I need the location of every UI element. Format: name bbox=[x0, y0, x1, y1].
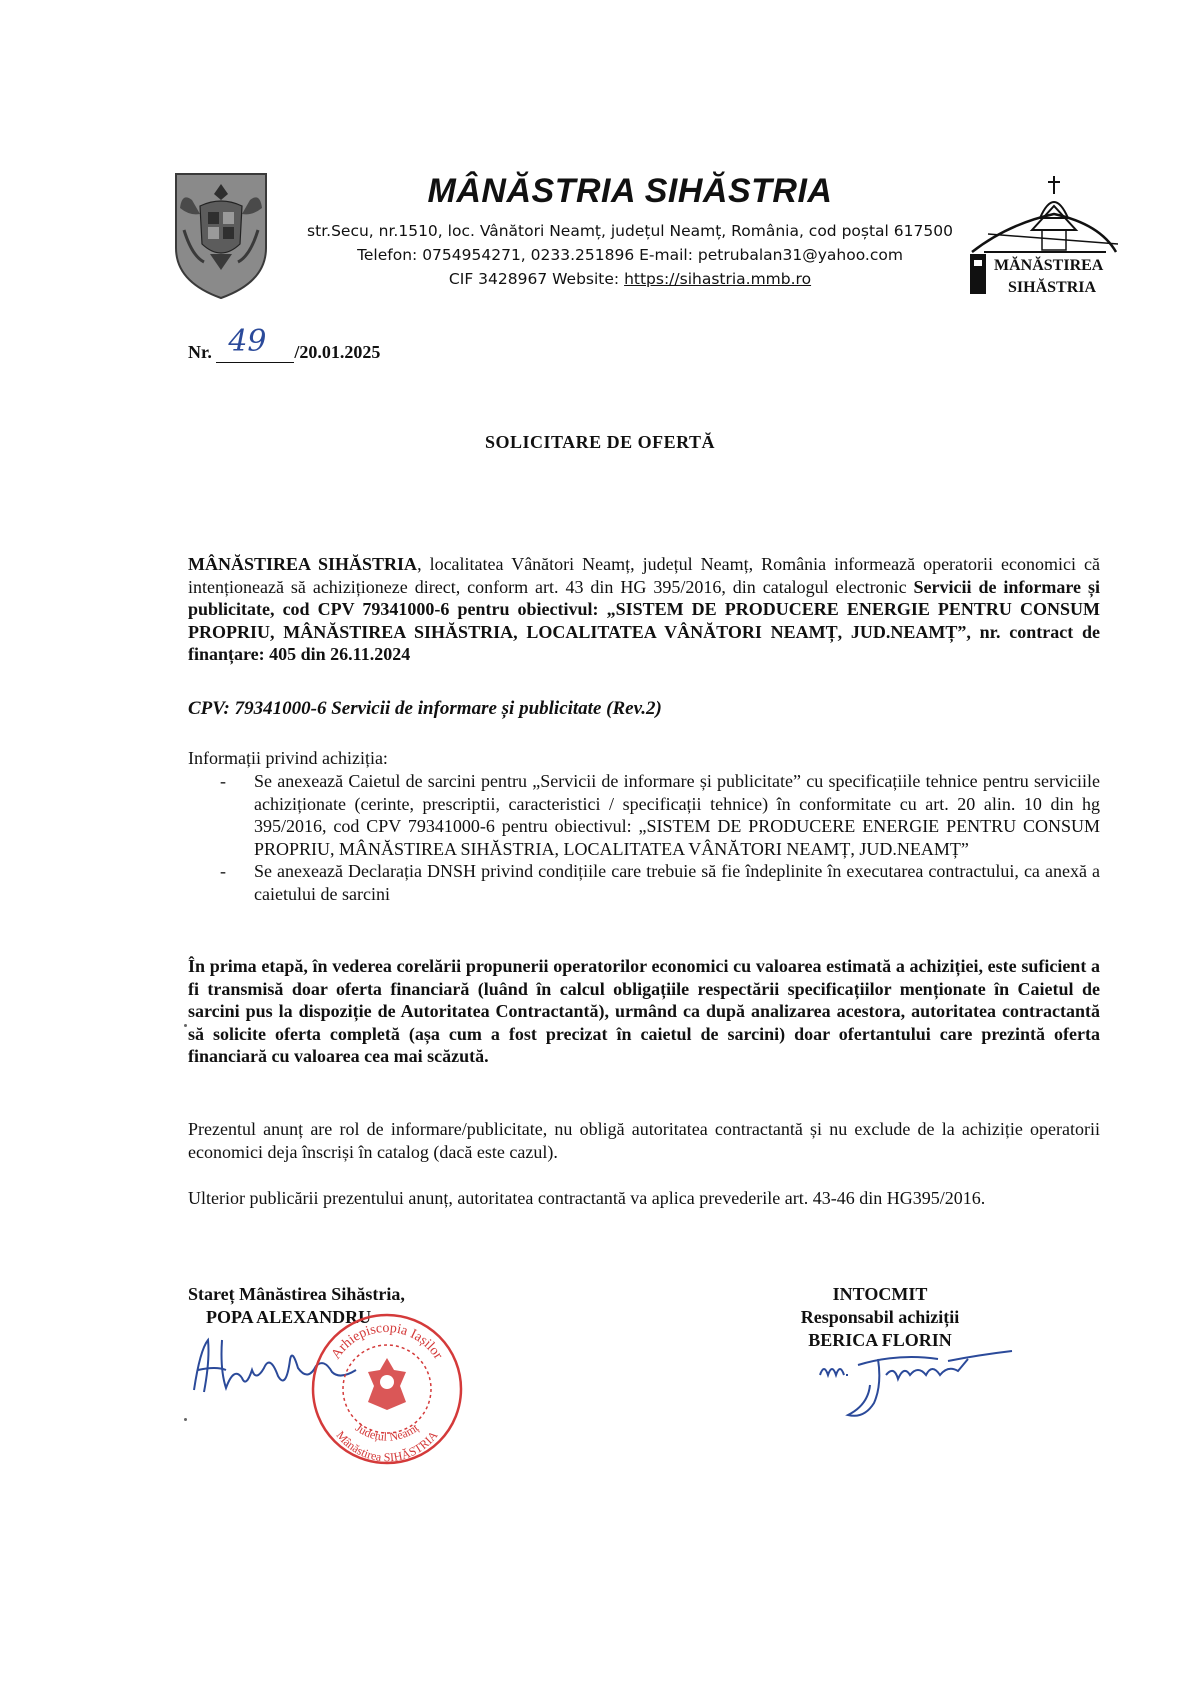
registration-number bbox=[188, 324, 381, 363]
stamp-top-text: Arhiepiscopia Iașilor bbox=[328, 1320, 446, 1363]
right-signatory-name: BERICA FLORIN bbox=[808, 1330, 952, 1350]
final-paragraph: Ulterior publicării prezentului anunț, autoritatea contractantă va aplica prevederile art. 43-46 din HG395/2016. bbox=[188, 1188, 986, 1208]
intro-paragraph bbox=[188, 553, 1100, 666]
registration-date: /20.01.2025 bbox=[294, 342, 381, 362]
info-bullets bbox=[188, 770, 1100, 905]
nr-label: Nr. bbox=[188, 342, 212, 362]
intro-text: , localitatea Vânători Neamț, județul Neamț, România informează operatorii economici că intenționează să achiziționeze direct, conform art. 43 din HG 395/2016, din catalogul electronic bbox=[188, 554, 1100, 597]
list-item: - Se anexează Declarația DNSH privind condițiile care trebuie să fie îndeplinite în executarea contractului, ca anexă a caietului de sarcini bbox=[188, 860, 1100, 905]
stamp-bottom-text: Județul Neamț bbox=[352, 1420, 422, 1444]
logo-text-line-1: MĂNĂSTIREA bbox=[994, 257, 1104, 274]
nr-handwritten-value: 49 bbox=[228, 324, 267, 359]
right-signatory-role-1: INTOCMIT bbox=[832, 1284, 928, 1304]
svg-text:Județul Neamț bbox=[353, 1420, 422, 1444]
official-stamp bbox=[308, 1310, 466, 1468]
intro-org-name: MÂNĂSTIREA SIHĂSTRIA bbox=[188, 554, 418, 574]
nr-blank bbox=[216, 324, 294, 363]
stamp-bottom-text-2: Mânăstirea SIHĂSTRIA bbox=[333, 1428, 441, 1465]
cpv-line: CPV: 79341000-6 Servicii de informare și publicitate (Rev.2) bbox=[188, 698, 662, 719]
coat-of-arms-icon bbox=[170, 170, 272, 302]
organization-cif-website bbox=[300, 270, 960, 288]
logo-text-line-2: SIHĂSTRIA bbox=[1008, 279, 1097, 296]
cif-label: CIF 3428967 Website: bbox=[448, 270, 625, 288]
organization-address: str.Secu, nr.1510, loc. Vânători Neamț, județul Neamț, România, cod poștal 617500 bbox=[307, 222, 953, 240]
website-link[interactable]: https://sihastria.mmb.ro bbox=[624, 270, 812, 288]
handwritten-signature-right bbox=[808, 1345, 1028, 1425]
scan-speck bbox=[184, 1024, 187, 1027]
organization-name: MÂNĂSTRIA SIHĂSTRIA bbox=[427, 172, 833, 210]
document-title: SOLICITARE DE OFERTĂ bbox=[484, 432, 716, 452]
list-item: - Se anexează Caietul de sarcini pentru „Servicii de informare și publicitate” cu specificațiile tehnice pentru serviciile achiziționate (cerinte, prescriptii, caracteristici / specificații tehnice) în conformitate cu art. 20 alin. 10 din hg 395/2016, cod CPV 79341000-6 pentru obiectivul: „SISTEM DE PRODUCERE ENERGIE PENTRU CONSUM PROPRIU, MÂNĂSTIREA SIHĂSTRIA, LOCALITATEA VÂNĂTORI NEAMȚ, JUD.NEAMȚ” bbox=[188, 770, 1100, 860]
scan-speck bbox=[184, 1418, 187, 1421]
bold-paragraph: În prima etapă, în vederea corelării propunerii operatorilor economici cu valoarea estimată a achiziției, este suficient a fi transmisă doar oferta financiară (luând în calcul obligațiile respectării specificațiilor menționate în Caietul de sarcini pus la dispoziție de Autoritatea Contractantă), urmând ca după analizarea acestora, autoritatea contractantă să solicite oferta completă (așa cum a fost precizat în caietul de sarcini) doar ofertantului care prezintă oferta financiară cu valoarea cea mai scăzută. bbox=[188, 956, 1100, 1066]
left-signatory-name: POPA ALEXANDRU bbox=[206, 1307, 372, 1327]
right-signatory bbox=[770, 1283, 990, 1352]
organization-contact: Telefon: 0754954271, 0233.251896 E-mail: petrubalan31@yahoo.com bbox=[357, 246, 903, 264]
info-heading: Informații privind achiziția: bbox=[188, 748, 388, 768]
info-paragraph: Prezentul anunț are rol de informare/publicitate, nu obligă autoritatea contractantă și nu exclude de la achiziție operatorii economici deja înscriși în catalog (dacă este cazul). bbox=[188, 1119, 1100, 1162]
intro-bold-text: Servicii de informare și publicitate, cod CPV 79341000-6 pentru obiectivul: „SISTEM DE PRODUCERE ENERGIE PENTRU CONSUM PROPRIU, MÂNĂSTIREA SIHĂSTRIA, LOCALITATEA VÂNĂTORI NEAMȚ, JUD.NEAMȚ”, nr. contract de finanțare: 405 din 26.11.2024 bbox=[188, 576, 1100, 664]
right-signatory-role-2: Responsabil achiziții bbox=[800, 1307, 960, 1327]
left-signatory-role: Stareț Mânăstirea Sihăstria, bbox=[188, 1284, 405, 1304]
monastery-logo-icon bbox=[968, 174, 1118, 304]
